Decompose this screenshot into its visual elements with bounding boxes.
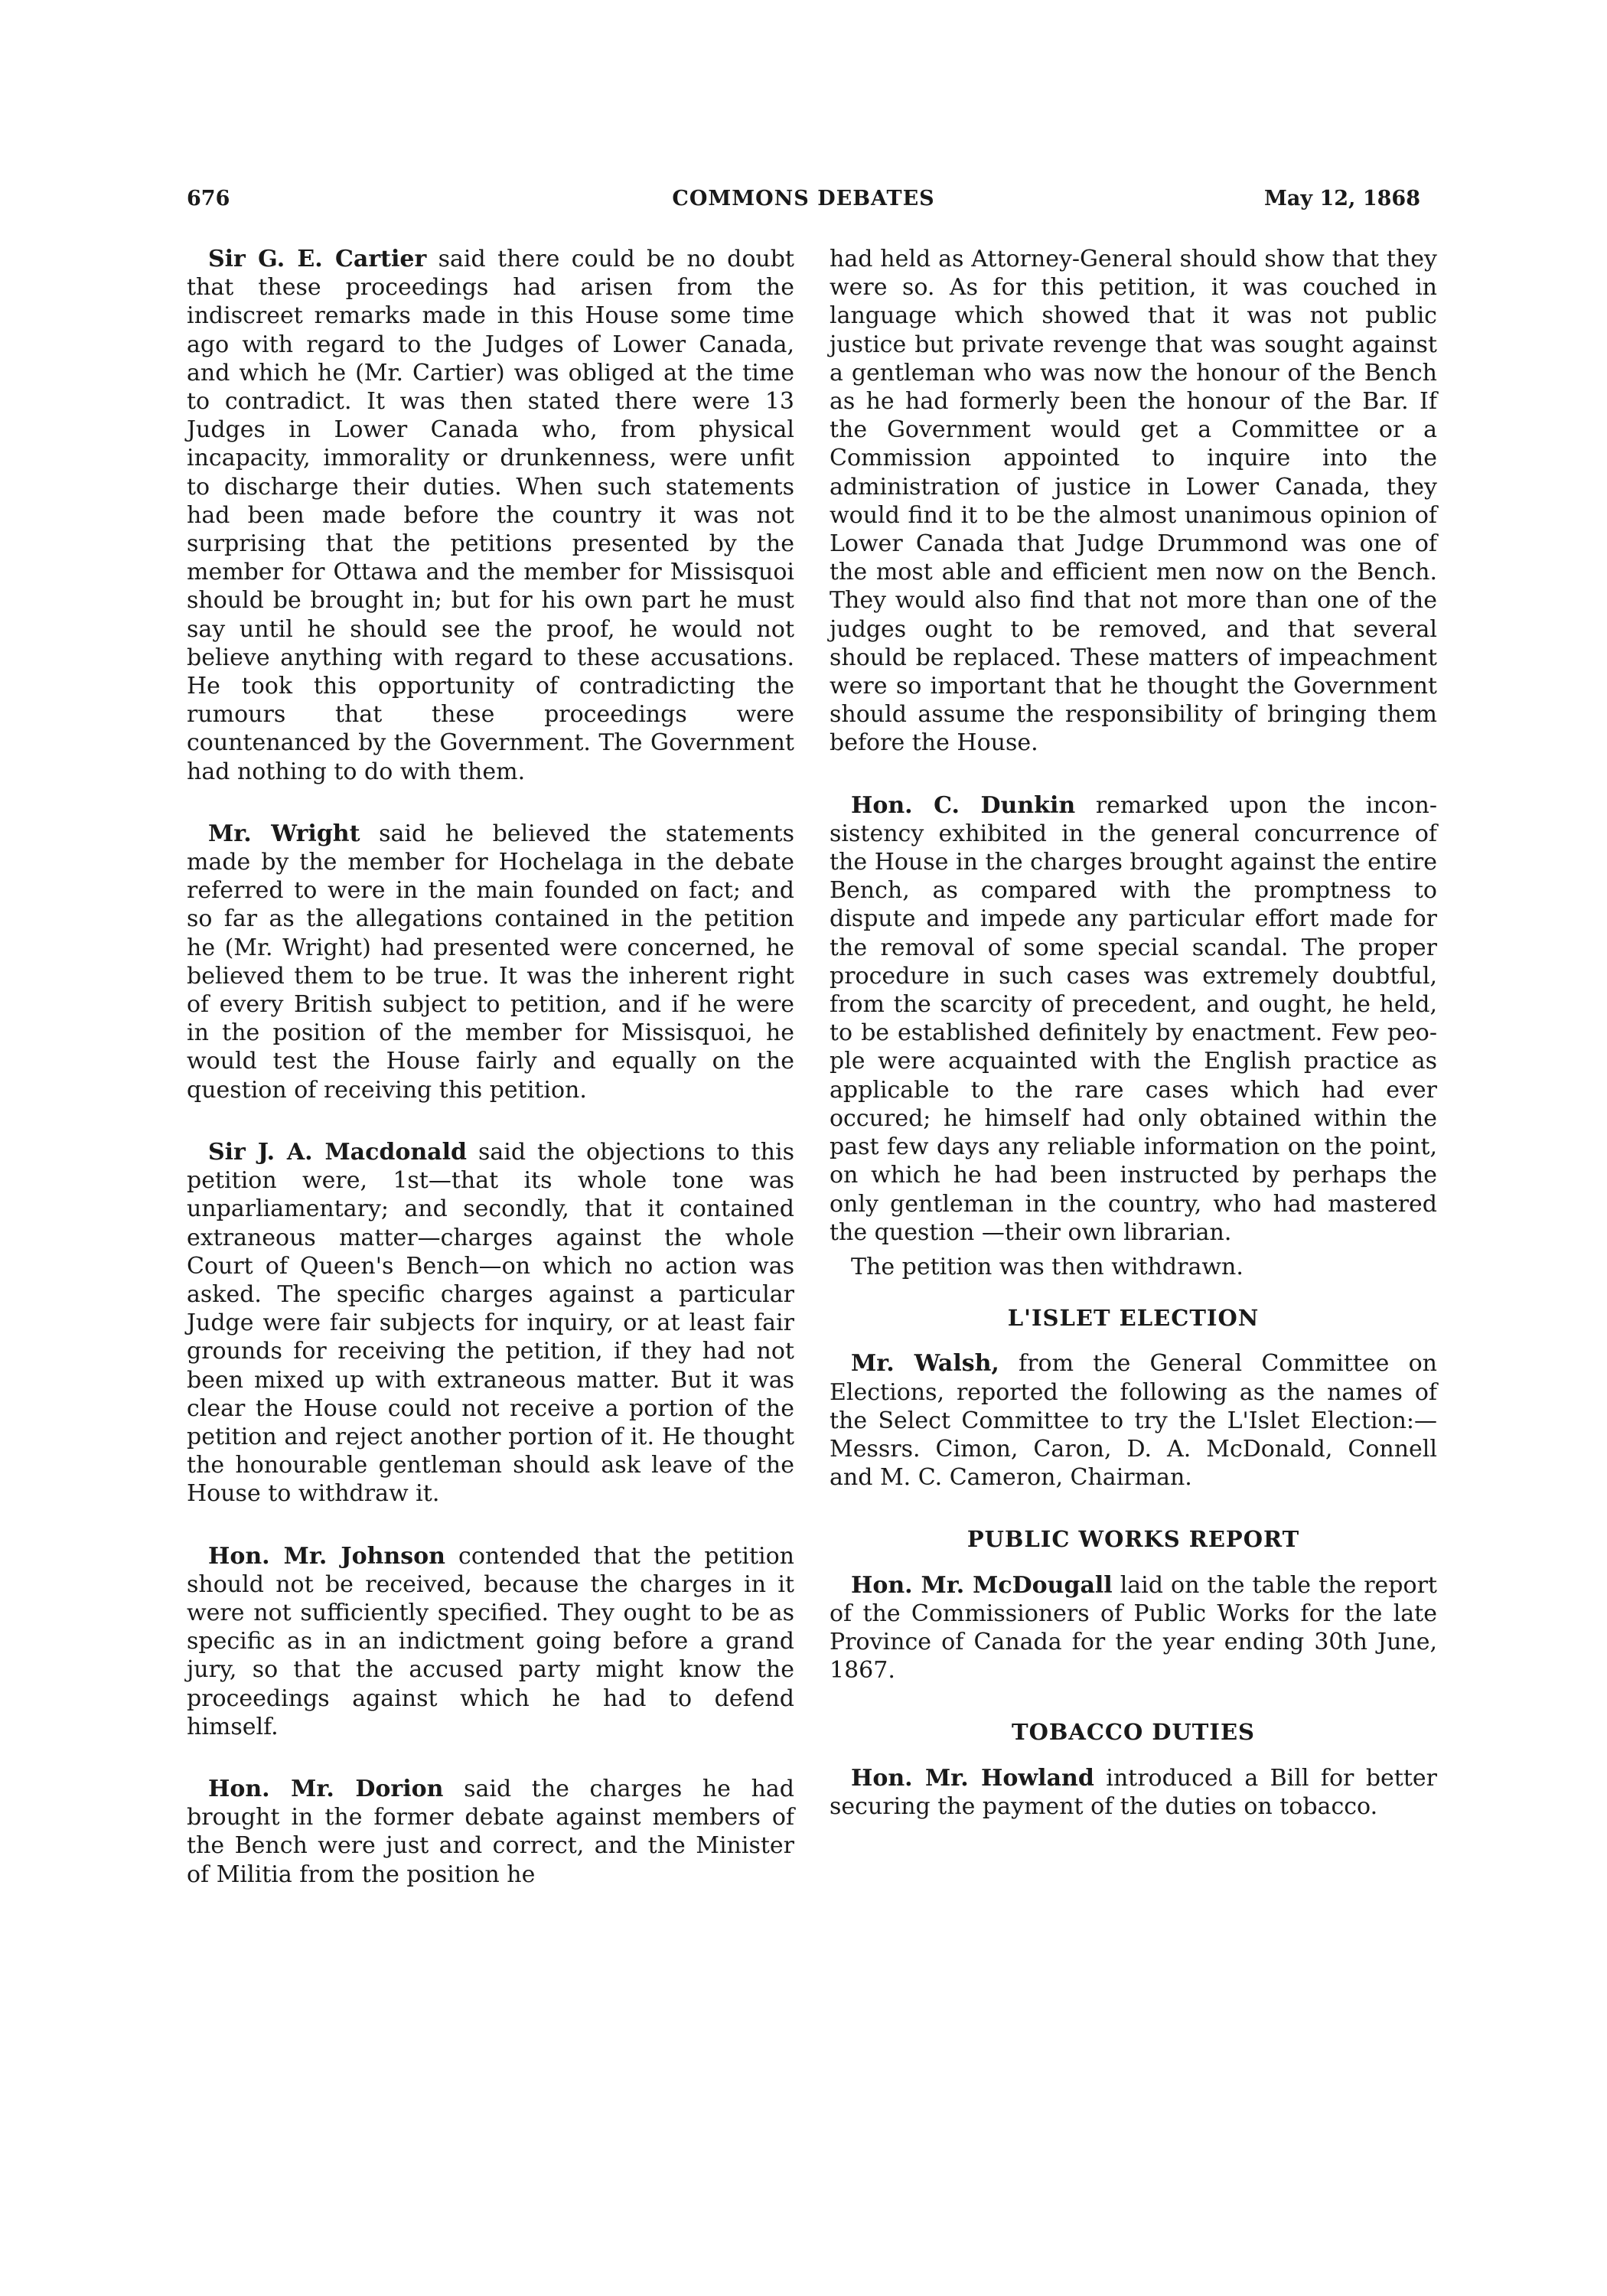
speech-cartier bbox=[187, 245, 794, 786]
speech-wright bbox=[187, 820, 794, 1104]
speech-text: said he believed the statements made by the member for Hochelaga in the debate referred to were in the main founded on fact; and so far as the allegations contained in the petition he (Mr. Wright) had presented were concerned, he believed them to be true. It was the inherent right of every British subject to petition, and if he were in the position of the member for Missisquoi, he would test the House fairly and equally on the question of receiving this petition. bbox=[187, 820, 794, 1104]
speaker-name: Hon. C. Dunkin bbox=[851, 791, 1076, 819]
speaker-name: Sir J. A. Macdonald bbox=[208, 1138, 467, 1166]
speech-walsh bbox=[830, 1349, 1437, 1492]
publication-title: COMMONS DEBATES bbox=[672, 187, 935, 210]
speech-dorion-continued: had held as Attorney-General should show that they were so. As for this petition, it was couched in language which showed that it was not public justice but private revenge that was sought against a gentleman who was now the honour of the Bench as he had formerly been the honour of the Bar. If the Government would get a Committee or a Commission appointed to inquire into the administration of justice in Lower Canada, they would find it to be the almost unanimous opinion of Lower Canada that Judge Drummond was one of the most able and efficient men now on the Bench. They would also find that not more than one of the judges ought to be removed, and that several should be replaced. These matters of impeachment were so important that he thought the Government should assume the responsibility of bringing them before the House. bbox=[830, 246, 1437, 757]
speech-text: introduced a Bill for better securing the payment of the duties on tobacco. bbox=[830, 1764, 1437, 1820]
speech-dorion bbox=[187, 1775, 794, 1889]
section-heading-lislet-election: L'ISLET ELECTION bbox=[1007, 1305, 1260, 1332]
page-header bbox=[187, 187, 1420, 217]
speaker-name: Hon. Mr. Johnson bbox=[208, 1542, 445, 1570]
debate-date: May 12, 1868 bbox=[1264, 187, 1420, 210]
speech-text: said there could be no doubt that these proceedings had arisen from the indiscreet remarks made in this House some time ago with regard to the Judges of Lower Canada, and which he (Mr. Cartier) was obliged at the time to contradict. It was then stated there were 13 Judges in Lower Canada who, from physical incapacity, immorality or drunkenness, were unfit to discharge their duties. When such statements had been made before the country it was not surprising that the petitions presented by the member for Ottawa and the member for Missisquoi should be brought in; but for his own part he must say until he should see the proof, he would not believe anything with regard to these accusations. He took this opportunity of contradicting the rumours that these proceedings were countenanced by the Government. The Government had nothing to do with them. bbox=[187, 246, 794, 785]
speech-mcdougall bbox=[830, 1571, 1437, 1685]
speaker-name: Hon. Mr. Dorion bbox=[208, 1775, 444, 1802]
speech-text: laid on the table the report of the Commissioners of Public Works for the late Province of Canada for the year ending 30th June, 1867. bbox=[830, 1571, 1437, 1684]
speaker-name: Mr. Wright bbox=[208, 820, 360, 847]
section-heading-public-works-report: PUBLIC WORKS REPORT bbox=[966, 1526, 1300, 1553]
section-heading-tobacco-duties: TOBACCO DUTIES bbox=[1011, 1719, 1255, 1746]
speaker-name: Hon. Mr. Howland bbox=[851, 1764, 1094, 1792]
speech-text: said the charges he had brought in the former debate against members of the Bench were just and correct, and the Minister of Militia from the position he bbox=[187, 1775, 794, 1888]
speech-johnson bbox=[187, 1542, 794, 1741]
speech-dunkin bbox=[830, 791, 1437, 1247]
speech-howland bbox=[830, 1764, 1437, 1821]
speech-text: said the objections to this petition were, 1st—that its whole tone was unparliamentary; and secondly, that it contained extraneous matter—charges against the whole Court of Queen's Bench—on which no action was asked. The specific charges against a particular Judge were fair subjects for inquiry, or at least fair grounds for receiving the petition, if they had not been mixed up with extraneous matter. But it was clear the House could not receive a portion of the petition and reject another portion of it. He thought the honourable gentleman should ask leave of the House to withdraw it. bbox=[187, 1138, 794, 1508]
speech-text: from the General Committee on Elections, reported the following as the names of the Select Committee to try the L'Islet Election:—Messrs. Cimon, Caron, D. A. McDonald, Connell and M. C. Cameron, Chairman. bbox=[830, 1350, 1438, 1492]
speech-text: contended that the petition should not be received, because the charges in it were not sufficiently specified. They ought to be as specific as in an indictment going before a grand jury, so that the accused party might know the proceedings against which he had to defend himself. bbox=[187, 1542, 794, 1740]
speaker-name: Hon. Mr. McDougall bbox=[851, 1571, 1113, 1599]
page-number: 676 bbox=[187, 187, 230, 210]
left-column bbox=[187, 245, 794, 1923]
speech-text: remarked upon the inconsistency exhibited in the general concurrence of the House in the charges brought against the entire Bench, as compared with the promptness to dispute and impede any particular effort made for the removal of some special scandal. The proper procedure in such cases was extremely doubtful, from the scarcity of precedent, and ought, he held, to be established definitely by enactment. Few people were acquainted with the English practice as applicable to the rare cases which had ever occured; he himself had only obtained within the past few days any reliable information on the point, on which he had been instructed by perhaps the only gentleman in the country, who had mastered the question —their own librarian. bbox=[830, 791, 1437, 1246]
speech-macdonald bbox=[187, 1138, 794, 1508]
petition-withdrawn-note: The petition was then withdrawn. bbox=[851, 1253, 1244, 1280]
speaker-name: Mr. Walsh, bbox=[851, 1350, 999, 1378]
speaker-name: Sir G. E. Cartier bbox=[208, 246, 427, 272]
right-column bbox=[830, 245, 1437, 1821]
